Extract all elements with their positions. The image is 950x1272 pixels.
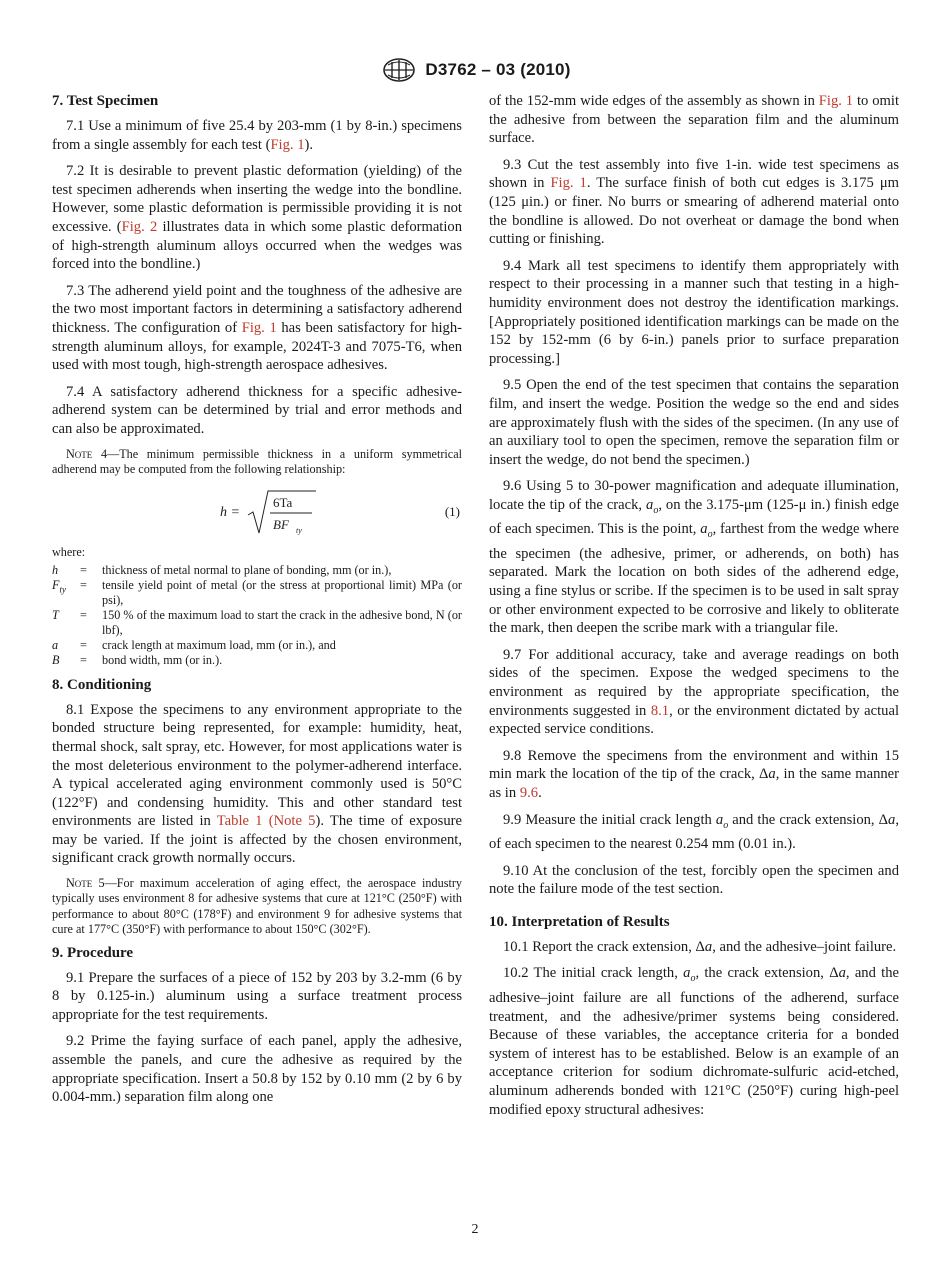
para-7-4: 7.4 A satisfactory adherend thickness for a specific adhesive-adherend system can be determined by trial and error methods and can also be approximated. [52, 383, 462, 437]
page-header [0, 56, 950, 84]
para-9-2: 9.2 Prime the faying surface of each panel, apply the adhesive, assemble the panels, and cure the adhesive as required by the appropriate specification. Insert a 50.8 by 152 by 0.10 mm (2 by 6 by 0.004-mm.) separation film along one [52, 1033, 462, 1106]
variable-row: T = 150 % of the maximum load to start the crack in the adhesive bond, N (or lbf), [52, 607, 462, 637]
para-9-3: 9.3 Cut the test assembly into five 1-in. wide test specimens as shown in Fig. 1. The surface finish of both cut edges is 3.175 μm (125 μin.) or finer. No burrs or smearing of adherend material onto the bondline is allowed. Do not overheat or damage the bond when cutting or finishing. [489, 156, 900, 248]
para-9-1: 9.1 Prepare the surfaces of a piece of 152 by 203 by 3.2-mm (6 by 8 by 0.125-in.) aluminum using a surface treatment process appropriate for the test requirements. [52, 969, 462, 1023]
para-8-1: 8.1 Expose the specimens to any environment appropriate to the bonded structure being represented, for example: humidity, heat, thermal shock, salt spray, etc. However, for most applications water is the most deleterious environment to the polymer-adherend interface. A typical accelerated aging environment commonly used is 50°C (122°F) and condensing humidity. This and other standard test environments are listed in Table 1 (Note 5). The time of exposure may be varied. If the joint is affected by the chosen environment, significant crack growth normally occurs. [52, 701, 462, 867]
document-designation: D3762 – 03 (2010) [425, 60, 571, 79]
section-7-heading: 7. Test Specimen [52, 93, 159, 109]
section-8-heading: 8. Conditioning [52, 676, 152, 693]
where-label: where: [52, 545, 86, 560]
fig-1-link[interactable]: Fig. 1 [818, 93, 854, 109]
fig-1-link[interactable]: Fig. 1 [270, 136, 305, 153]
formula-lhs: h = [220, 505, 240, 521]
section-10-heading: 10. Interpretation of Results [489, 913, 670, 930]
equation-1 [52, 483, 462, 539]
para-7-3: 7.3 The adherend yield point and the toughness of the adhesive are the two most important factors in determining a satisfactory adherend thickness. The configuration of Fig. 1 has been satisfactory for high-strength aluminum alloys, for example, 2024T-3 and 7075-T6, when used with most tough, high-strength aerospace adhesives. [52, 282, 462, 374]
astm-logo-icon [379, 57, 419, 83]
para-9-7: 9.7 For additional accuracy, take and average readings on both sides of the specimen. Expose the wedged specimens to the environment as required by the appropriate specification, the environments suggested in 8.1, or the environment dictated by actual expected service conditions. [489, 646, 899, 738]
left-column [52, 92, 462, 1115]
formula-subscript: ty [295, 526, 302, 536]
para-9-4: 9.4 Mark all test specimens to identify them appropriately with respect to their processing in a manner such that testing in a high-humidity environment does not destroy the identification markings. [Appropriately positioned identification markings can be made on the 152 by 152-mm (6 by 6-in.) panels prior to surface preparation processing.] [489, 257, 899, 367]
para-7-2: 7.2 It is desirable to prevent plastic deformation (yielding) of the test specimen adherends when inserting the wedge into the bondline. However, some plastic deformation is permissible providing it is not excessive. (Fig. 2 illustrates data in which some plastic deformation of high-strength aluminum alloys occurred when the wedges was forced into the bondline.) [52, 163, 463, 273]
note-5-link[interactable]: Note 5 [273, 813, 316, 830]
variable-row: B = bond width, mm (or in.). [52, 652, 223, 667]
variable-definitions [52, 563, 462, 668]
para-10-2: 10.2 The initial crack length, $a_o$, the crack extension, Δa, and the adhesive–joint failure are all functions of the adherend, surface treatment, and the adhesive/primer systems being considered. Because of these variables, the acceptance criteria for a bonded system of interest has to be established. Below is an example of an acceptance criterion for sodium dichromate-sulfuric acid-etched, aluminum adherends bonded with 121°C (250°F) curing high-peel modified epoxy structural adhesives: [489, 965, 900, 1118]
para-9-8: 9.8 Remove the specimens from the environment and within 15 min mark the location of the tip of the crack, Δa, in the same manner as in 9.6. [489, 747, 900, 801]
fig-2-link[interactable]: Fig. 2 [121, 218, 158, 235]
table-1-link[interactable]: Table 1 [216, 813, 263, 830]
para-9-6: 9.6 Using 5 to 30-power magnification and adequate illumination, locate the tip of the crack, $a_o$, on the 3.175-μm (125-μ in.) finish edge of each specimen. This is the point, $a_o$, farthest from the wedge where the specimen (the adhesive, primer, or adherends, on both) has separated. Mark the location on both sides of the adherend edge, using a fine stylus or scribe. If the specimen is to be used in salt spray or other environment expected to be corrosive and likely to obliterate the mark, then deepen the scribe mark with a triangular file. [489, 478, 899, 637]
para-9-2-continued: of the 152-mm wide edges of the assembly as shown in Fig. 1 to omit the adhesive from between the separation film and the aluminum surface. [489, 93, 900, 147]
formula-denominator: BF [272, 517, 289, 533]
note-5: Note 5—For maximum acceleration of aging effect, the aerospace industry typically uses environment 8 for adhesive systems that cure at 121°C (250°F) with performance to about 80°C (178°F) and environment 9 for adhesive systems that cure at 177°C (350°F) with performance to about 150°C (302°F). [52, 876, 462, 937]
variable-row: h = thickness of metal normal to plane of bonding, mm (or in.), [52, 562, 392, 577]
variable-row: a = crack length at maximum load, mm (or in.), and [52, 637, 336, 652]
para-7-1: 7.1 Use a minimum of five 25.4 by 203-mm (1 by 8-in.) specimens from a single assembly for each test (Fig. 1). [52, 118, 462, 153]
ref-9-6-link[interactable]: 9.6 [519, 785, 539, 801]
variable-row: $F_{ty}$ = tensile yield point of metal (or the stress at proportional limit) MPa (or psi), [52, 577, 462, 607]
section-9-heading: 9. Procedure [52, 944, 134, 961]
page-number: 2 [471, 1222, 479, 1237]
para-10-1: 10.1 Report the crack extension, Δa, and the adhesive–joint failure. [503, 938, 897, 955]
para-9-5: 9.5 Open the end of the test specimen that contains the separation film, and insert the wedge. Position the wedge so the end and sides are approximately flush with the sides of the specimen. (In any use of an auxiliary tool to open the specimen, remove the separation film or insert the wedge, do not bend the specimen.) [489, 377, 899, 468]
formula-numerator: 6Ta [272, 495, 293, 511]
para-9-9: 9.9 Measure the initial crack length $a_o$ and the crack extension, Δa, of each specimen to the nearest 0.254 mm (0.01 in.). [489, 811, 899, 853]
right-column [489, 92, 899, 1127]
equation-number: (1) [444, 504, 460, 520]
note-4: Note 4—The minimum permissible thickness in a uniform symmetrical adherend may be computed from the following relationship: [52, 446, 462, 476]
fig-1-link[interactable]: Fig. 1 [241, 319, 277, 336]
fig-1-link[interactable]: Fig. 1 [550, 175, 587, 192]
square-root-fraction [246, 489, 318, 537]
para-9-10: 9.10 At the conclusion of the test, forcibly open the specimen and note the failure mode of the test section. [489, 862, 899, 898]
ref-8-1-link[interactable]: 8.1 [650, 702, 670, 719]
